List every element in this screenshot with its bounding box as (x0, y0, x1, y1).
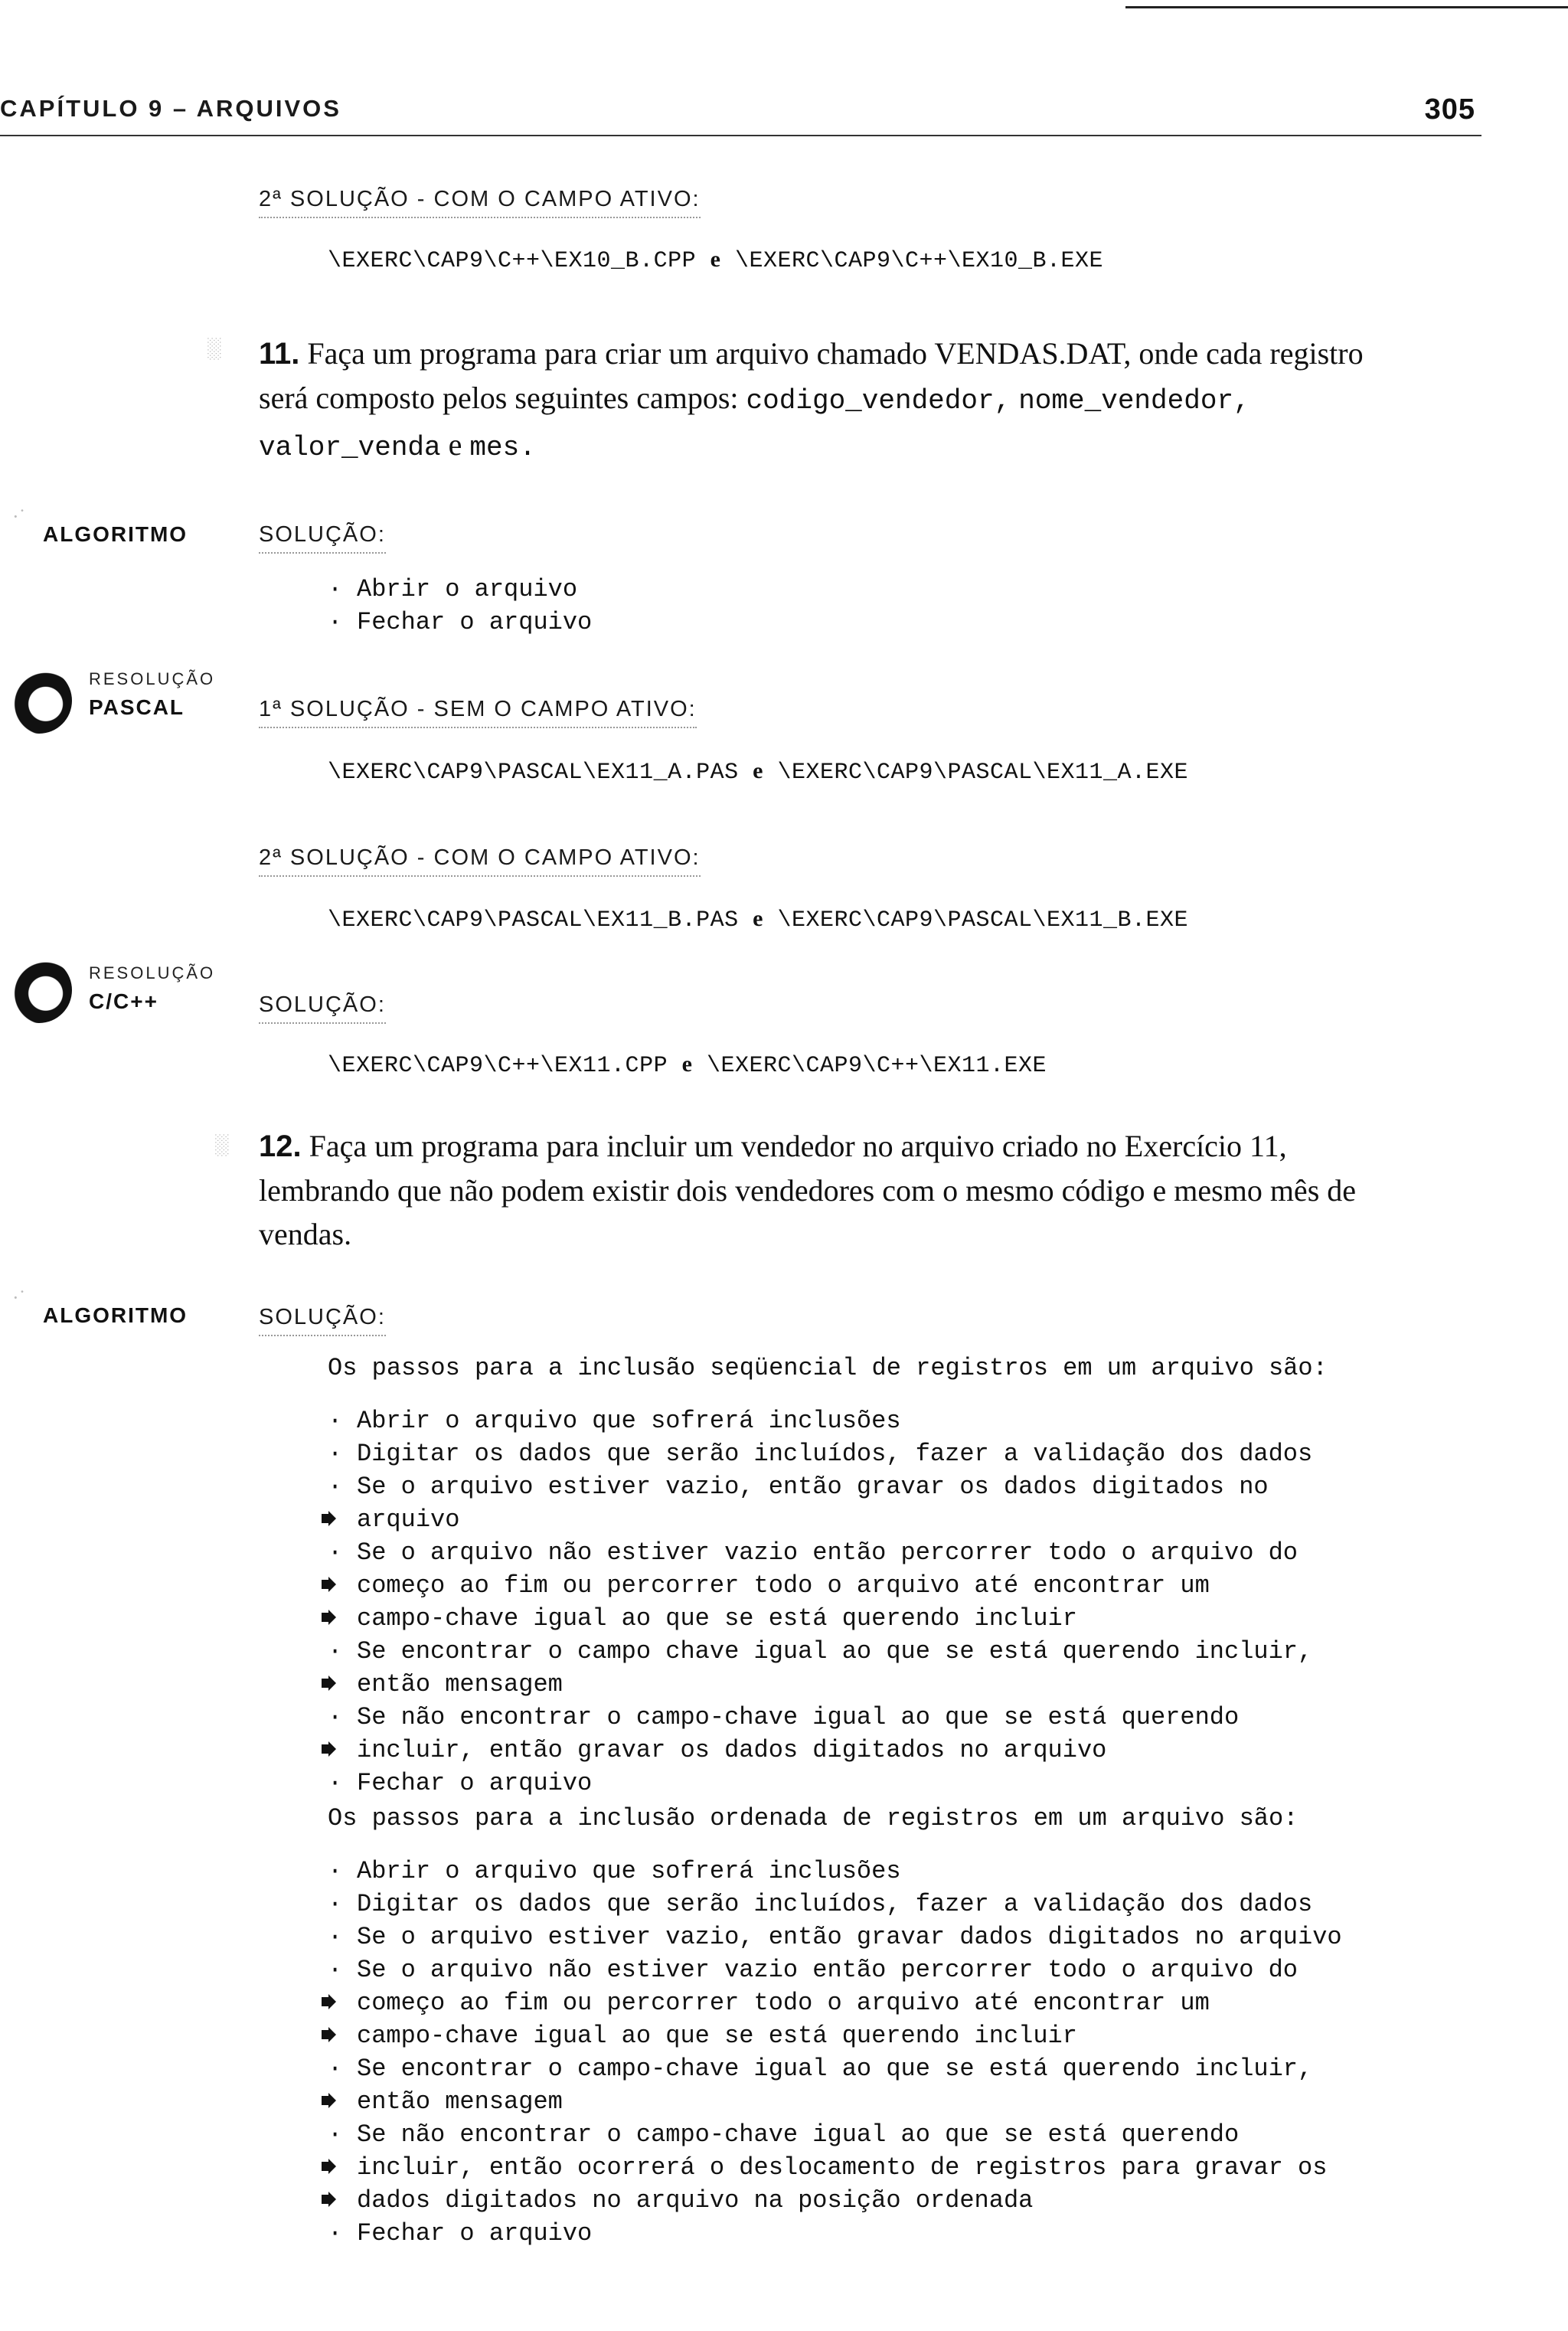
list-item: · Se o arquivo não estiver vazio então percorrer todo o arquivo do (328, 1538, 1298, 1567)
continuation-arrow-icon (320, 1676, 337, 1691)
list-item: dados digitados no arquivo na posição ordenada (328, 2184, 1342, 2217)
algorithm-steps (328, 573, 592, 639)
continuation-arrow-icon (320, 1994, 337, 2009)
file-path-line (328, 247, 1103, 274)
conjunction: e (681, 1051, 693, 1077)
list-item: arquivo (328, 1503, 1312, 1536)
list-item: · Se o arquivo não estiver vazio então percorrer todo o arquivo do (328, 1956, 1298, 1984)
list-item: começo ao fim ou percorrer todo o arquivo até encontrar um (328, 1986, 1342, 2019)
file-path: \EXERC\CAP9\C++\EX10_B.CPP (328, 248, 697, 274)
list-item: · Se o arquivo estiver vazio, então gravar os dados digitados no (328, 1473, 1269, 1501)
resolution-label: RESOLUÇÃO (89, 963, 216, 982)
file-path: \EXERC\CAP9\C++\EX11.CPP (328, 1053, 668, 1079)
solution-heading: SOLUÇÃO: (259, 992, 386, 1024)
field-name: nome_vendedor, (1018, 385, 1250, 417)
list-item: · Se encontrar o campo chave igual ao que se está querendo incluir, (328, 1637, 1313, 1666)
conjunction: e (753, 758, 763, 783)
file-path-line (328, 1051, 1047, 1079)
exercise-number: 11. (259, 337, 300, 371)
list-item: começo ao fim ou percorrer todo o arquivo até encontrar um (328, 1569, 1312, 1602)
algorithm-steps-sequential (328, 1404, 1312, 1800)
page-number: 305 (1424, 93, 1475, 126)
algorithm-steps-ordered (328, 1855, 1342, 2250)
continuation-arrow-icon (320, 2159, 337, 2174)
continuation-arrow-icon (320, 1610, 337, 1625)
scan-speck: ·˙ (12, 1286, 26, 1309)
page-header (0, 90, 1481, 136)
list-item: · Se não encontrar o campo-chave igual ao que se está querendo (328, 2120, 1240, 2149)
algoritmo-label: ALGORITMO (43, 522, 188, 546)
file-path: \EXERC\CAP9\PASCAL\EX11_B.EXE (777, 907, 1189, 933)
list-item: · Fechar o arquivo (328, 2219, 593, 2248)
file-path: \EXERC\CAP9\PASCAL\EX11_A.PAS (328, 760, 739, 786)
list-item: · Se não encontrar o campo-chave igual ao que se está querendo (328, 1703, 1240, 1731)
exercise-text: lembrando que não podem existir dois vendedores com o mesmo código e mesmo mês de (259, 1173, 1357, 1208)
list-item: · Digitar os dados que serão incluídos, fazer a validação dos dados (328, 1440, 1313, 1468)
list-item: · Se encontrar o campo-chave igual ao que se está querendo incluir, (328, 2055, 1313, 2083)
list-item: campo-chave igual ao que se está querendo incluir (328, 1602, 1312, 1635)
file-path-line (328, 906, 1188, 933)
solution-heading: 2ª SOLUÇÃO - COM O CAMPO ATIVO: (259, 187, 701, 218)
list-item: · Fechar o arquivo (328, 608, 593, 636)
field-name: mes. (469, 432, 536, 463)
exercise-text: será composto pelos seguintes campos: (259, 381, 739, 415)
chapter-title: CAPÍTULO 9 – ARQUIVOS (0, 95, 341, 122)
list-item: incluir, então gravar os dados digitados no arquivo (328, 1734, 1312, 1767)
resolution-label: RESOLUÇÃO (89, 669, 216, 688)
pascal-label: PASCAL (89, 695, 185, 719)
file-path: \EXERC\CAP9\PASCAL\EX11_A.EXE (777, 760, 1189, 786)
continuation-arrow-icon (320, 2192, 337, 2207)
solution-heading: SOLUÇÃO: (259, 522, 386, 554)
conjunction: e (448, 427, 462, 462)
scan-speck: ░ (214, 1133, 229, 1156)
solution-heading: 2ª SOLUÇÃO - COM O CAMPO ATIVO: (259, 845, 701, 877)
file-path: \EXERC\CAP9\C++\EX11.EXE (706, 1053, 1047, 1079)
continuation-arrow-icon (320, 1741, 337, 1757)
exercise-text: Faça um programa para incluir um vendedor no arquivo criado no Exercício 11, (309, 1129, 1287, 1163)
resolution-logo-icon (6, 957, 72, 1023)
continuation-arrow-icon (320, 2027, 337, 2042)
solution-heading: SOLUÇÃO: (259, 1305, 386, 1336)
conjunction: e (753, 906, 763, 931)
exercise-text: vendas. (259, 1217, 352, 1251)
exercise-12 (259, 1124, 1499, 1256)
algoritmo-label: ALGORITMO (43, 1303, 188, 1327)
scan-speck: ·˙ (12, 505, 26, 528)
list-item: · Se o arquivo estiver vazio, então gravar dados digitados no arquivo (328, 1923, 1342, 1951)
top-rule (1125, 6, 1568, 8)
resolution-logo-icon (6, 668, 72, 734)
file-path-line (328, 758, 1188, 786)
exercise-11 (259, 332, 1484, 469)
continuation-arrow-icon (320, 2093, 337, 2108)
list-item: então mensagem (328, 1668, 1312, 1701)
exercise-number: 12. (259, 1130, 302, 1163)
exercise-text: Faça um programa para criar um arquivo chamado VENDAS.DAT, onde cada registro (307, 336, 1364, 371)
file-path: \EXERC\CAP9\C++\EX10_B.EXE (734, 248, 1104, 274)
continuation-arrow-icon (320, 1577, 337, 1592)
intro-text: Os passos para a inclusão ordenada de registros em um arquivo são: (328, 1804, 1298, 1832)
field-name: codigo_vendedor, (746, 385, 1011, 417)
list-item: · Abrir o arquivo que sofrerá inclusões (328, 1407, 901, 1435)
solution-heading: 1ª SOLUÇÃO - SEM O CAMPO ATIVO: (259, 697, 697, 728)
field-name: valor_venda (259, 432, 441, 463)
file-path: \EXERC\CAP9\PASCAL\EX11_B.PAS (328, 907, 739, 933)
list-item: · Abrir o arquivo que sofrerá inclusões (328, 1857, 901, 1885)
continuation-arrow-icon (320, 1511, 337, 1526)
list-item: então mensagem (328, 2085, 1342, 2118)
scan-speck: ░ (207, 337, 221, 359)
intro-text: Os passos para a inclusão seqüencial de registros em um arquivo são: (328, 1354, 1328, 1382)
list-item: · Fechar o arquivo (328, 1769, 593, 1797)
list-item: · Digitar os dados que serão incluídos, fazer a validação dos dados (328, 1890, 1313, 1918)
conjunction: e (710, 247, 721, 272)
list-item: incluir, então ocorrerá o deslocamento de registros para gravar os (328, 2151, 1342, 2184)
list-item: campo-chave igual ao que se está querendo incluir (328, 2019, 1342, 2052)
list-item: · Abrir o arquivo (328, 575, 578, 603)
cpp-label: C/C++ (89, 989, 158, 1013)
